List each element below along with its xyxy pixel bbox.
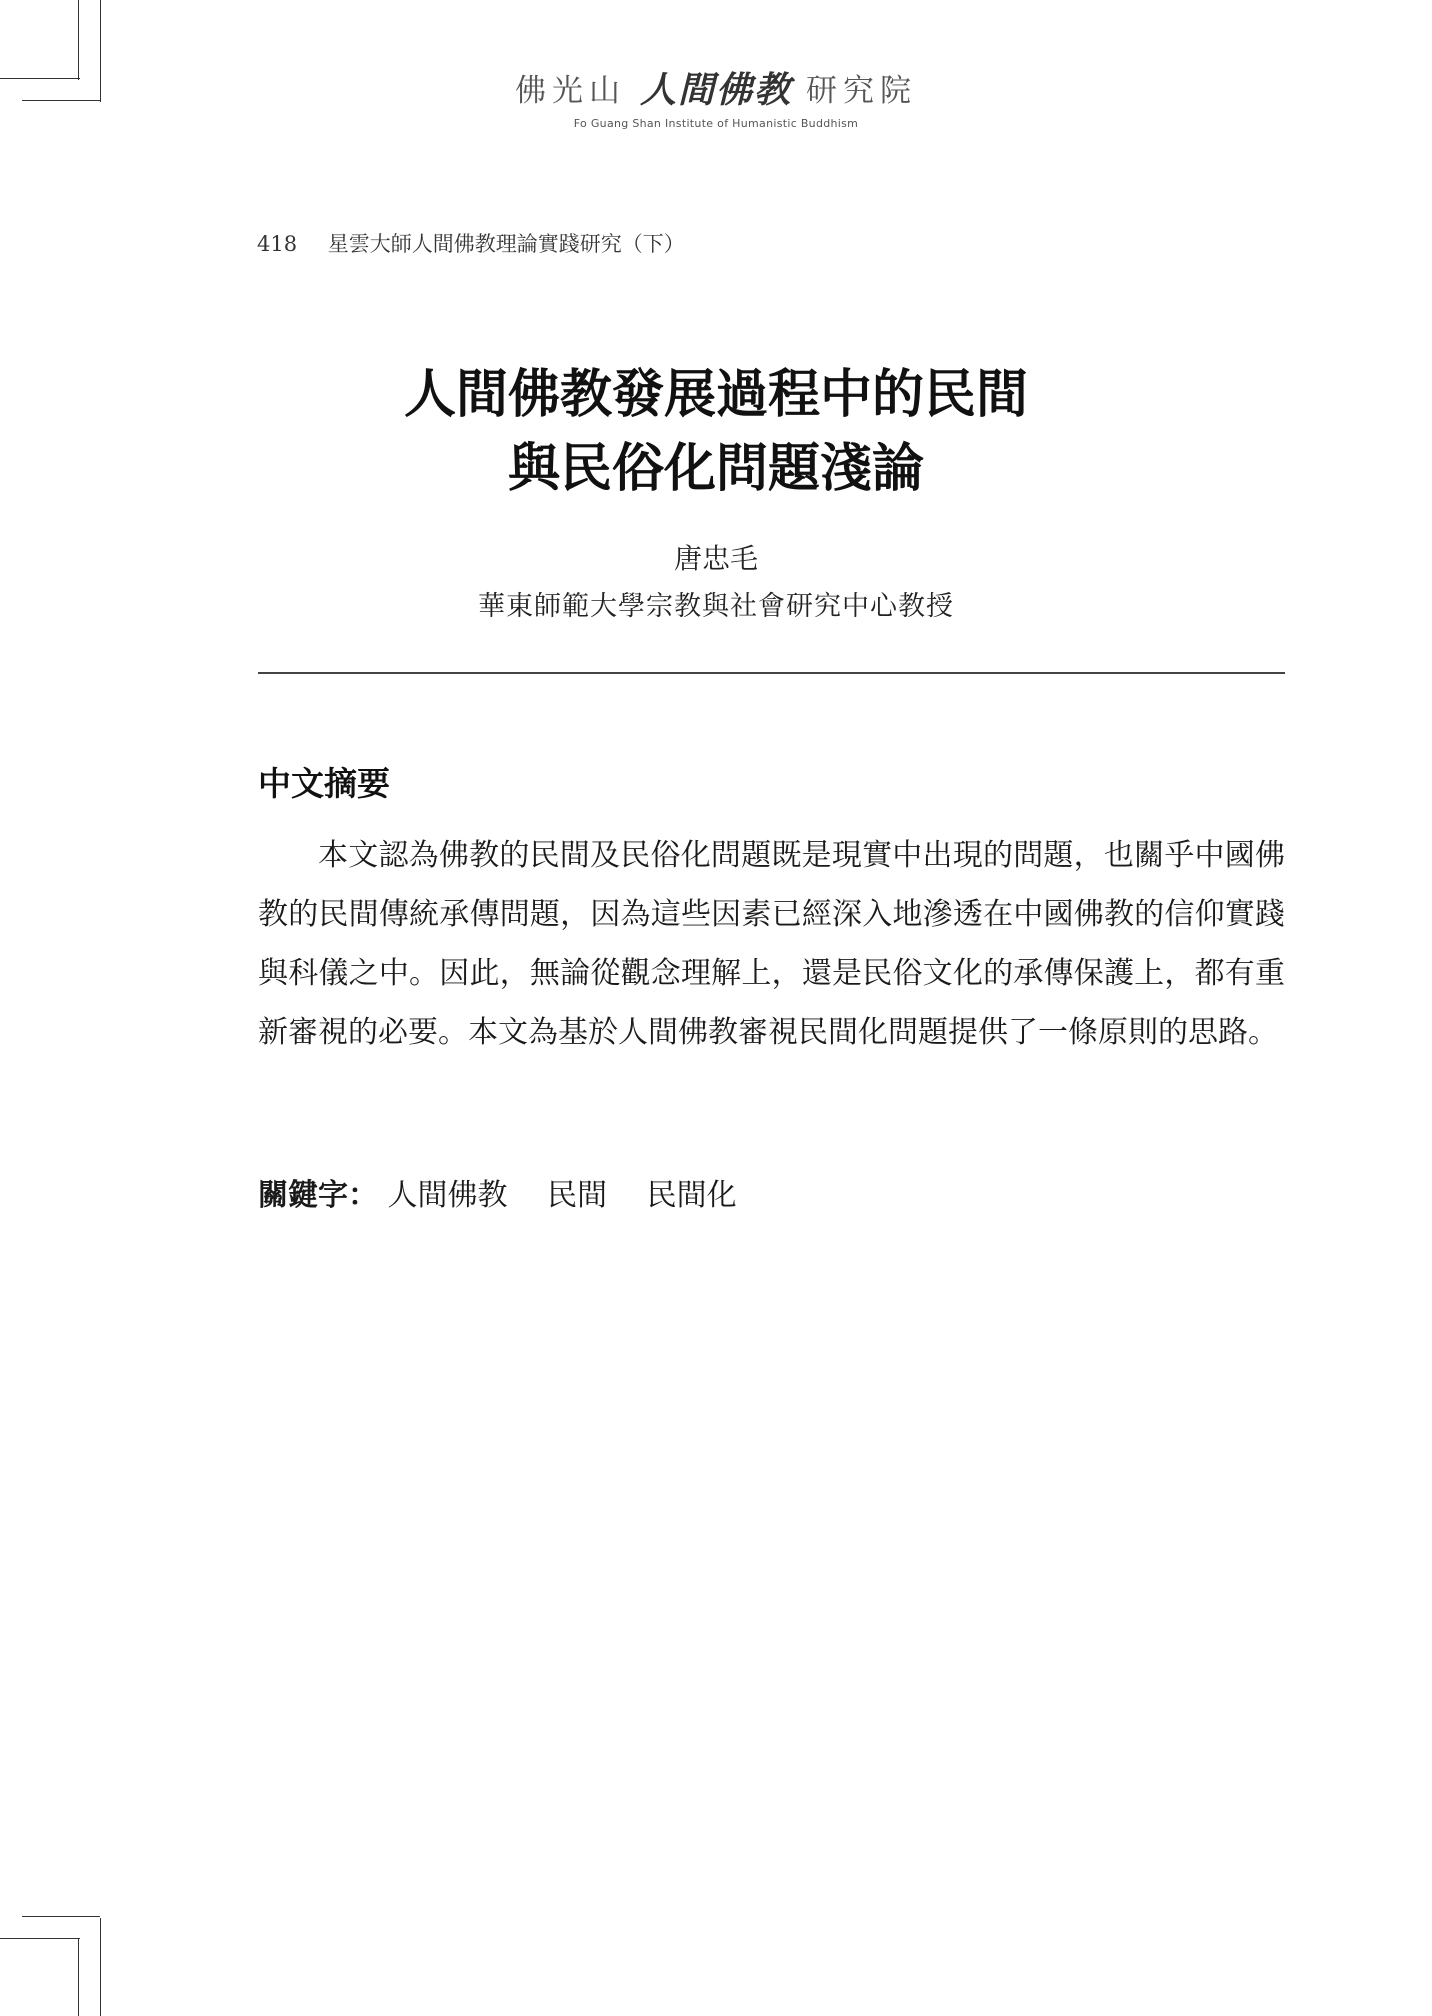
abstract-body xyxy=(258,826,1285,1062)
keyword-item: 人間佛教 xyxy=(387,1178,508,1213)
crop-mark-bottom-left-horizontal xyxy=(0,1938,80,1939)
institute-brush-text: 人間佛教 xyxy=(639,69,792,111)
article-title-line-1: 人間佛教發展過程中的民間 xyxy=(403,364,1028,425)
running-head xyxy=(257,228,685,258)
crop-mark-bottom-left-vertical xyxy=(100,1918,101,2016)
keyword-item: 民間 xyxy=(547,1178,608,1213)
book-title: 星雲大師人間佛教理論實踐研究（下） xyxy=(327,232,685,256)
institute-name xyxy=(515,62,917,113)
keywords xyxy=(258,1170,767,1214)
institute-prefix: 佛光山 xyxy=(514,73,626,109)
crop-mark-bottom-left-outer-vertical xyxy=(78,1938,79,2016)
crop-mark-bottom-left-outer-horizontal xyxy=(22,1916,100,1917)
section-divider xyxy=(258,672,1285,674)
institute-logo xyxy=(0,62,1432,130)
abstract-paragraph: 本文認為佛教的民間及民俗化問題既是現實中出現的問題，也關乎中國佛教的民間傳統承傳問題，因為這些因素已經深入地滲透在中國佛教的信仰實踐與科儀之中。因此，無論從觀念理解上，還是民俗文化的承傳保護上，都有重新審視的必要。本文為基於人間佛教審視民間化問題提供了一條原則的思路。 xyxy=(258,838,1285,1050)
author-affiliation: 華東師範大學宗教與社會研究中心教授 xyxy=(478,591,954,622)
institute-english-name: Fo Guang Shan Institute of Humanistic Buddhism xyxy=(573,117,859,130)
institute-suffix: 研究院 xyxy=(806,73,917,109)
abstract-heading: 中文摘要 xyxy=(258,764,390,803)
page-number: 418 xyxy=(257,232,298,256)
author-name: 唐忠毛 xyxy=(673,542,758,575)
keyword-item: 民間化 xyxy=(646,1178,737,1213)
keywords-label: 關鍵字： xyxy=(258,1178,378,1213)
article-title xyxy=(0,358,1432,506)
article-title-line-2: 與民俗化問題淺論 xyxy=(507,438,924,499)
